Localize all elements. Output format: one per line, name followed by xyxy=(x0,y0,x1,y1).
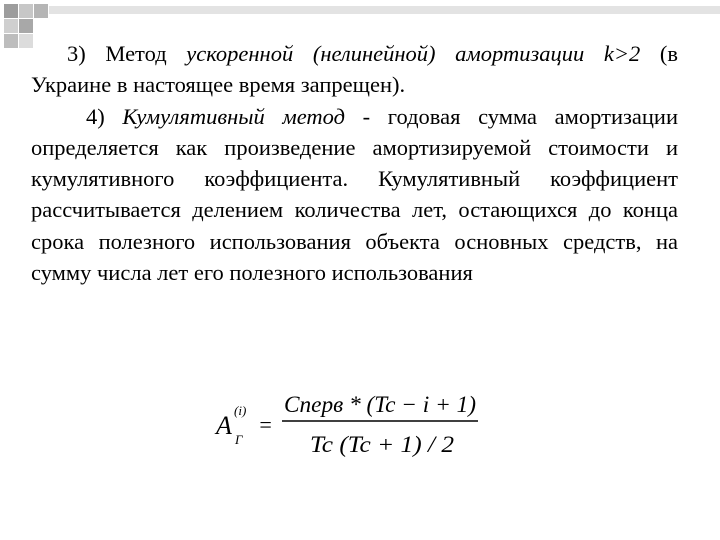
formula-lhs-subscript: Г xyxy=(235,432,243,447)
p2-italic: Кумулятивный метод xyxy=(122,103,346,129)
deco-square xyxy=(34,4,48,18)
formula-denominator xyxy=(310,432,454,457)
p2-rest: - годовая сумма амортизации определяется как произведение амортизируемой стоимости и кумулятивного коэффициента. Кумулятивный коэффициент рассчитывается делением количества лет, остающихся до конца срока полезного использования объекта основных средств, на сумму числа лет его полезного использования xyxy=(31,103,678,286)
deco-bar xyxy=(49,6,720,14)
paragraph-cumulative-method xyxy=(31,101,678,289)
formula-numerator-text: Cперв * (Tc − i + 1) xyxy=(284,392,476,417)
body-text xyxy=(31,38,678,288)
paragraph-accelerated-method xyxy=(31,38,678,101)
p1-prefix: 3) Метод xyxy=(67,41,187,66)
p1-italic: ускоренной (нелинейной) амортизации k>2 xyxy=(186,41,641,66)
formula-equals: = xyxy=(258,412,273,437)
formula-numerator xyxy=(284,392,476,417)
formula-lhs-superscript: (i) xyxy=(234,403,247,418)
deco-square xyxy=(4,34,18,48)
depreciation-formula xyxy=(210,386,490,462)
deco-square xyxy=(4,4,18,18)
deco-square xyxy=(19,19,33,33)
deco-square xyxy=(19,4,33,18)
deco-square xyxy=(4,19,18,33)
formula-lhs-symbol: A xyxy=(216,411,232,440)
p2-prefix: 4) xyxy=(86,103,123,129)
formula-denominator-text: Tc (Tc + 1) / 2 xyxy=(310,432,454,457)
p1-rest: (в Украине в настоящее время запрещен). xyxy=(31,41,678,98)
